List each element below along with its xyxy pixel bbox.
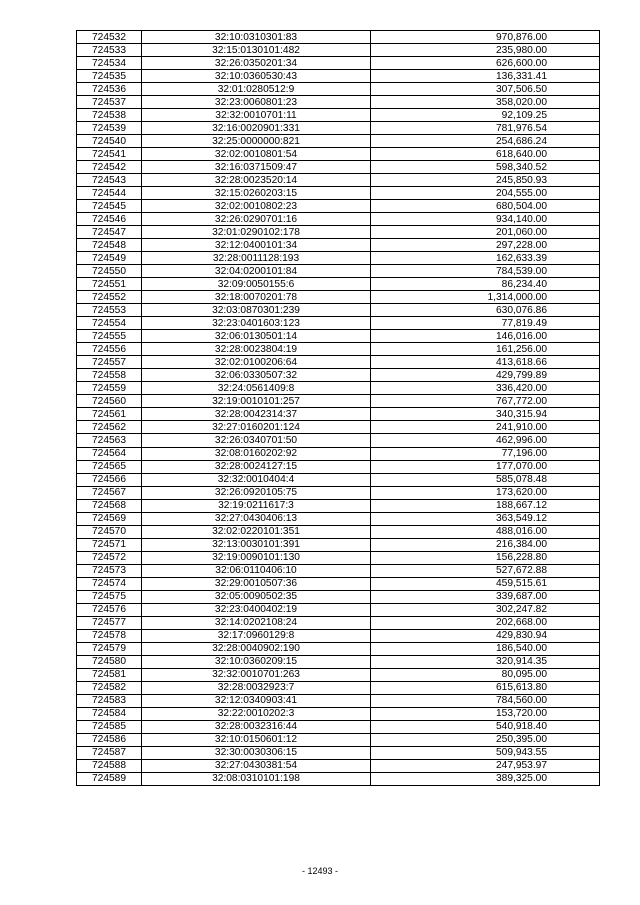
amount-cell: 77,819.49 <box>371 317 600 330</box>
record-id-cell: 724584 <box>77 707 142 720</box>
cadastral-number-cell: 32:02:0220101:351 <box>142 525 371 538</box>
record-id-cell: 724565 <box>77 460 142 473</box>
table-row <box>77 356 600 369</box>
table-row <box>77 44 600 57</box>
record-id-cell: 724588 <box>77 759 142 772</box>
amount-cell: 202,668.00 <box>371 616 600 629</box>
cadastral-number-cell: 32:19:0010101:257 <box>142 395 371 408</box>
record-id-cell: 724544 <box>77 187 142 200</box>
cadastral-number-cell: 32:16:0020901:331 <box>142 122 371 135</box>
records-table <box>76 30 600 786</box>
cadastral-number-cell: 32:26:0290701:16 <box>142 213 371 226</box>
amount-cell: 615,613.80 <box>371 681 600 694</box>
table-row <box>77 590 600 603</box>
amount-cell: 767,772.00 <box>371 395 600 408</box>
table-row <box>77 304 600 317</box>
amount-cell: 235,980.00 <box>371 44 600 57</box>
table-row <box>77 109 600 122</box>
amount-cell: 1,314,000.00 <box>371 291 600 304</box>
table-row <box>77 460 600 473</box>
cadastral-number-cell: 32:02:0010802:23 <box>142 200 371 213</box>
amount-cell: 297,228.00 <box>371 239 600 252</box>
amount-cell: 630,076.86 <box>371 304 600 317</box>
cadastral-number-cell: 32:06:0130501:14 <box>142 330 371 343</box>
table-row <box>77 681 600 694</box>
amount-cell: 186,540.00 <box>371 642 600 655</box>
table-row <box>77 564 600 577</box>
table-row <box>77 473 600 486</box>
cadastral-number-cell: 32:09:0050155:6 <box>142 278 371 291</box>
record-id-cell: 724538 <box>77 109 142 122</box>
cadastral-number-cell: 32:17:0960129:8 <box>142 629 371 642</box>
cadastral-number-cell: 32:29:0010507:36 <box>142 577 371 590</box>
table-row <box>77 57 600 70</box>
amount-cell: 429,799.89 <box>371 369 600 382</box>
amount-cell: 459,515.61 <box>371 577 600 590</box>
record-id-cell: 724551 <box>77 278 142 291</box>
table-row <box>77 369 600 382</box>
table-row <box>77 434 600 447</box>
amount-cell: 250,395.00 <box>371 733 600 746</box>
table-row <box>77 291 600 304</box>
table-row <box>77 538 600 551</box>
record-id-cell: 724554 <box>77 317 142 330</box>
table-row <box>77 746 600 759</box>
cadastral-number-cell: 32:23:0400402:19 <box>142 603 371 616</box>
cadastral-number-cell: 32:28:0024127:15 <box>142 460 371 473</box>
amount-cell: 413,618.66 <box>371 356 600 369</box>
table-row <box>77 135 600 148</box>
amount-cell: 429,830.94 <box>371 629 600 642</box>
table-row <box>77 655 600 668</box>
amount-cell: 358,020.00 <box>371 96 600 109</box>
cadastral-number-cell: 32:08:0310101:198 <box>142 772 371 785</box>
cadastral-number-cell: 32:10:0360530:43 <box>142 70 371 83</box>
record-id-cell: 724545 <box>77 200 142 213</box>
table-row <box>77 486 600 499</box>
record-id-cell: 724583 <box>77 694 142 707</box>
cadastral-number-cell: 32:15:0260203:15 <box>142 187 371 200</box>
cadastral-number-cell: 32:28:0042314:37 <box>142 408 371 421</box>
table-row <box>77 447 600 460</box>
amount-cell: 80,095.00 <box>371 668 600 681</box>
record-id-cell: 724586 <box>77 733 142 746</box>
amount-cell: 307,506.50 <box>371 83 600 96</box>
cadastral-number-cell: 32:10:0360209:15 <box>142 655 371 668</box>
cadastral-number-cell: 32:19:0090101:130 <box>142 551 371 564</box>
amount-cell: 146,016.00 <box>371 330 600 343</box>
cadastral-number-cell: 32:01:0280512:9 <box>142 83 371 96</box>
records-table-container <box>76 30 598 786</box>
cadastral-number-cell: 32:27:0160201:124 <box>142 421 371 434</box>
cadastral-number-cell: 32:12:0340903:41 <box>142 694 371 707</box>
cadastral-number-cell: 32:14:0202108:24 <box>142 616 371 629</box>
record-id-cell: 724567 <box>77 486 142 499</box>
table-row <box>77 174 600 187</box>
amount-cell: 86,234.40 <box>371 278 600 291</box>
record-id-cell: 724549 <box>77 252 142 265</box>
record-id-cell: 724542 <box>77 161 142 174</box>
record-id-cell: 724587 <box>77 746 142 759</box>
amount-cell: 339,687.00 <box>371 590 600 603</box>
record-id-cell: 724546 <box>77 213 142 226</box>
cadastral-number-cell: 32:19:0211617:3 <box>142 499 371 512</box>
table-row <box>77 629 600 642</box>
table-row <box>77 525 600 538</box>
table-row <box>77 213 600 226</box>
record-id-cell: 724564 <box>77 447 142 460</box>
amount-cell: 92,109.25 <box>371 109 600 122</box>
record-id-cell: 724577 <box>77 616 142 629</box>
table-row <box>77 226 600 239</box>
amount-cell: 77,196.00 <box>371 447 600 460</box>
amount-cell: 598,340.52 <box>371 161 600 174</box>
record-id-cell: 724553 <box>77 304 142 317</box>
record-id-cell: 724539 <box>77 122 142 135</box>
cadastral-number-cell: 32:28:0023804:19 <box>142 343 371 356</box>
cadastral-number-cell: 32:25:0000000:821 <box>142 135 371 148</box>
table-row <box>77 239 600 252</box>
cadastral-number-cell: 32:02:0100206:64 <box>142 356 371 369</box>
table-row <box>77 382 600 395</box>
amount-cell: 201,060.00 <box>371 226 600 239</box>
record-id-cell: 724563 <box>77 434 142 447</box>
amount-cell: 462,996.00 <box>371 434 600 447</box>
cadastral-number-cell: 32:27:0430381:54 <box>142 759 371 772</box>
amount-cell: 585,078.48 <box>371 473 600 486</box>
record-id-cell: 724533 <box>77 44 142 57</box>
record-id-cell: 724580 <box>77 655 142 668</box>
amount-cell: 173,620.00 <box>371 486 600 499</box>
amount-cell: 488,016.00 <box>371 525 600 538</box>
table-row <box>77 408 600 421</box>
table-row <box>77 603 600 616</box>
record-id-cell: 724532 <box>77 31 142 44</box>
amount-cell: 970,876.00 <box>371 31 600 44</box>
table-row <box>77 122 600 135</box>
record-id-cell: 724550 <box>77 265 142 278</box>
table-row <box>77 551 600 564</box>
record-id-cell: 724552 <box>77 291 142 304</box>
cadastral-number-cell: 32:26:0920105:75 <box>142 486 371 499</box>
table-row <box>77 759 600 772</box>
record-id-cell: 724558 <box>77 369 142 382</box>
table-row <box>77 512 600 525</box>
cadastral-number-cell: 32:15:0130101:482 <box>142 44 371 57</box>
record-id-cell: 724582 <box>77 681 142 694</box>
cadastral-number-cell: 32:06:0330507:32 <box>142 369 371 382</box>
amount-cell: 302,247.82 <box>371 603 600 616</box>
record-id-cell: 724535 <box>77 70 142 83</box>
cadastral-number-cell: 32:10:0310301:83 <box>142 31 371 44</box>
cadastral-number-cell: 32:01:0290102:178 <box>142 226 371 239</box>
table-row <box>77 720 600 733</box>
table-body <box>77 31 600 786</box>
cadastral-number-cell: 32:32:0010701:263 <box>142 668 371 681</box>
table-row <box>77 668 600 681</box>
cadastral-number-cell: 32:30:0030306:15 <box>142 746 371 759</box>
cadastral-number-cell: 32:26:0340701:50 <box>142 434 371 447</box>
cadastral-number-cell: 32:28:0011128:193 <box>142 252 371 265</box>
table-row <box>77 148 600 161</box>
cadastral-number-cell: 32:03:0870301:239 <box>142 304 371 317</box>
cadastral-number-cell: 32:28:0032923:7 <box>142 681 371 694</box>
record-id-cell: 724561 <box>77 408 142 421</box>
table-row <box>77 265 600 278</box>
table-row <box>77 96 600 109</box>
record-id-cell: 724540 <box>77 135 142 148</box>
table-row <box>77 31 600 44</box>
record-id-cell: 724574 <box>77 577 142 590</box>
table-row <box>77 252 600 265</box>
amount-cell: 509,943.55 <box>371 746 600 759</box>
cadastral-number-cell: 32:02:0010801:54 <box>142 148 371 161</box>
record-id-cell: 724562 <box>77 421 142 434</box>
table-row <box>77 499 600 512</box>
record-id-cell: 724560 <box>77 395 142 408</box>
amount-cell: 784,539.00 <box>371 265 600 278</box>
record-id-cell: 724576 <box>77 603 142 616</box>
amount-cell: 336,420.00 <box>371 382 600 395</box>
record-id-cell: 724541 <box>77 148 142 161</box>
record-id-cell: 724578 <box>77 629 142 642</box>
table-row <box>77 707 600 720</box>
cadastral-number-cell: 32:27:0430406:13 <box>142 512 371 525</box>
cadastral-number-cell: 32:04:0200101:84 <box>142 265 371 278</box>
cadastral-number-cell: 32:12:0400101:34 <box>142 239 371 252</box>
amount-cell: 153,720.00 <box>371 707 600 720</box>
table-row <box>77 343 600 356</box>
record-id-cell: 724556 <box>77 343 142 356</box>
record-id-cell: 724572 <box>77 551 142 564</box>
amount-cell: 340,315.94 <box>371 408 600 421</box>
table-row <box>77 642 600 655</box>
amount-cell: 389,325.00 <box>371 772 600 785</box>
table-row <box>77 187 600 200</box>
table-row <box>77 161 600 174</box>
amount-cell: 245,850.93 <box>371 174 600 187</box>
record-id-cell: 724573 <box>77 564 142 577</box>
cadastral-number-cell: 32:05:0090502:35 <box>142 590 371 603</box>
cadastral-number-cell: 32:24:0561409:8 <box>142 382 371 395</box>
amount-cell: 161,256.00 <box>371 343 600 356</box>
record-id-cell: 724585 <box>77 720 142 733</box>
amount-cell: 618,640.00 <box>371 148 600 161</box>
record-id-cell: 724557 <box>77 356 142 369</box>
amount-cell: 540,918.40 <box>371 720 600 733</box>
table-row <box>77 317 600 330</box>
record-id-cell: 724548 <box>77 239 142 252</box>
record-id-cell: 724543 <box>77 174 142 187</box>
record-id-cell: 724575 <box>77 590 142 603</box>
table-row <box>77 616 600 629</box>
amount-cell: 363,549.12 <box>371 512 600 525</box>
amount-cell: 162,633.39 <box>371 252 600 265</box>
table-row <box>77 772 600 785</box>
record-id-cell: 724536 <box>77 83 142 96</box>
table-row <box>77 733 600 746</box>
amount-cell: 188,667.12 <box>371 499 600 512</box>
amount-cell: 177,070.00 <box>371 460 600 473</box>
table-row <box>77 200 600 213</box>
amount-cell: 136,331.41 <box>371 70 600 83</box>
table-row <box>77 577 600 590</box>
table-row <box>77 278 600 291</box>
amount-cell: 204,555.00 <box>371 187 600 200</box>
table-row <box>77 70 600 83</box>
cadastral-number-cell: 32:08:0160202:92 <box>142 447 371 460</box>
table-row <box>77 395 600 408</box>
amount-cell: 781,976.54 <box>371 122 600 135</box>
cadastral-number-cell: 32:18:0070201:78 <box>142 291 371 304</box>
table-row <box>77 694 600 707</box>
cadastral-number-cell: 32:23:0401603:123 <box>142 317 371 330</box>
cadastral-number-cell: 32:32:0010404:4 <box>142 473 371 486</box>
record-id-cell: 724569 <box>77 512 142 525</box>
amount-cell: 241,910.00 <box>371 421 600 434</box>
amount-cell: 784,560.00 <box>371 694 600 707</box>
cadastral-number-cell: 32:26:0350201:34 <box>142 57 371 70</box>
record-id-cell: 724566 <box>77 473 142 486</box>
record-id-cell: 724571 <box>77 538 142 551</box>
record-id-cell: 724579 <box>77 642 142 655</box>
cadastral-number-cell: 32:16:0371509:47 <box>142 161 371 174</box>
cadastral-number-cell: 32:28:0032316:44 <box>142 720 371 733</box>
record-id-cell: 724581 <box>77 668 142 681</box>
amount-cell: 254,686.24 <box>371 135 600 148</box>
record-id-cell: 724570 <box>77 525 142 538</box>
amount-cell: 156,228.80 <box>371 551 600 564</box>
table-row <box>77 83 600 96</box>
amount-cell: 247,953.97 <box>371 759 600 772</box>
record-id-cell: 724555 <box>77 330 142 343</box>
cadastral-number-cell: 32:32:0010701:11 <box>142 109 371 122</box>
record-id-cell: 724568 <box>77 499 142 512</box>
record-id-cell: 724547 <box>77 226 142 239</box>
amount-cell: 680,504.00 <box>371 200 600 213</box>
record-id-cell: 724589 <box>77 772 142 785</box>
cadastral-number-cell: 32:22:0010202:3 <box>142 707 371 720</box>
amount-cell: 626,600.00 <box>371 57 600 70</box>
cadastral-number-cell: 32:06:0110406:10 <box>142 564 371 577</box>
amount-cell: 320,914.35 <box>371 655 600 668</box>
cadastral-number-cell: 32:23:0060801:23 <box>142 96 371 109</box>
page-number: - 12493 - <box>301 866 339 876</box>
record-id-cell: 724537 <box>77 96 142 109</box>
record-id-cell: 724534 <box>77 57 142 70</box>
cadastral-number-cell: 32:28:0023520:14 <box>142 174 371 187</box>
table-row <box>77 421 600 434</box>
table-row <box>77 330 600 343</box>
cadastral-number-cell: 32:28:0040902:190 <box>142 642 371 655</box>
amount-cell: 216,384.00 <box>371 538 600 551</box>
amount-cell: 934,140.00 <box>371 213 600 226</box>
record-id-cell: 724559 <box>77 382 142 395</box>
amount-cell: 527,672.88 <box>371 564 600 577</box>
cadastral-number-cell: 32:13:0030101:391 <box>142 538 371 551</box>
cadastral-number-cell: 32:10:0150601:12 <box>142 733 371 746</box>
